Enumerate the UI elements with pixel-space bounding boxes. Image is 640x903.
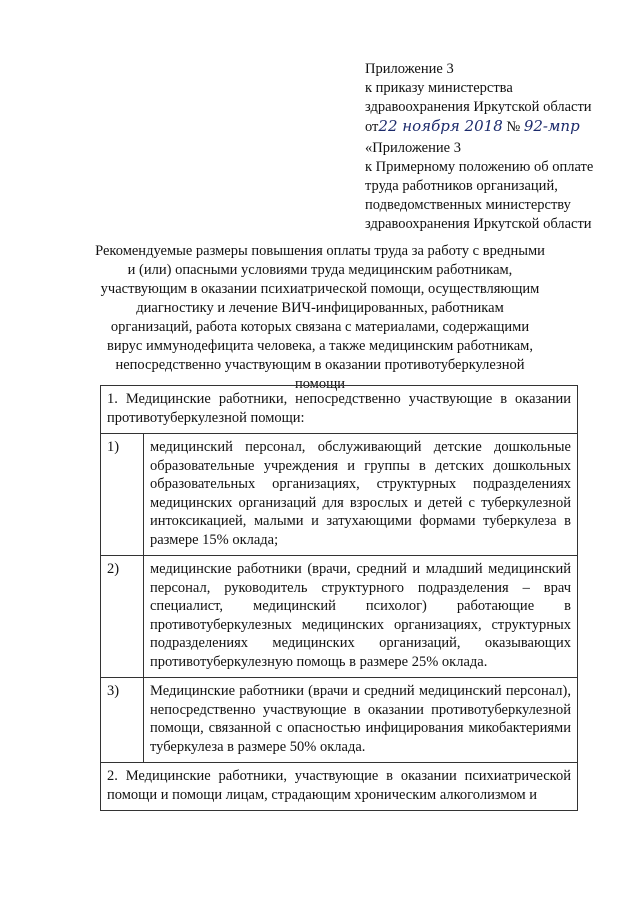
header-line-2: труда работников организаций, [365, 178, 558, 194]
ministry-line: здравоохранения Иркутской области [365, 99, 592, 115]
header-line-3: подведомственных министерству [365, 197, 571, 213]
row-number: 3) [101, 678, 144, 763]
table-row [101, 386, 578, 434]
table-row [101, 678, 578, 763]
order-date-number-line [365, 117, 615, 139]
table-row [101, 434, 578, 556]
to-order-line: к приказу министерства [365, 80, 513, 96]
appendix2-label: «Приложение 3 [365, 140, 461, 156]
rates-table [100, 385, 578, 811]
section-1-header: 1. Медицинские работники, непосредственно участвующие в оказании противотуберкулезной помощи: [101, 386, 578, 434]
appendix-label: Приложение 3 [365, 61, 454, 77]
row-text: медицинский персонал, обслуживающий детские дошкольные образовательные учреждения и группы в детских дошкольных образовательных организациях, структурных подразделениях медицинских организаций для взрослых и детей с туберкулезной интоксикацией, малыми и затухающими формами туберкулеза в размере 15% оклада; [144, 434, 578, 556]
number-label: № [506, 119, 521, 135]
document-title: Рекомендуемые размеры повышения оплаты труда за работу с вредными и (или) опасными условиями труда медицинским работникам, участвующим в оказании психиатрической помощи, осуществляющим диагностику и лечение ВИЧ-инфицированных, работникам организаций, работа которых связана с материалами, содержащими вирус иммунодефицита человека, а также медицинским работникам, непосредственно участвующим в оказании противотуберкулезной помощи [95, 243, 545, 392]
row-text: Медицинские работники (врачи и средний медицинский персонал), непосредственно участвующие в оказании противотуберкулезной помощи, связанной с опасностью инфицирования микобактериями туберкулеза в размере 50% оклада. [144, 678, 578, 763]
section-2-header: 2. Медицинские работники, участвующие в оказании психиатрической помощи и помощи лицам, страдающим хроническим алкоголизмом и [101, 763, 578, 811]
header-line-4: здравоохранения Иркутской области [365, 216, 592, 232]
handwritten-number: 92-мпр [523, 117, 580, 135]
handwritten-date: 22 ноября 2018 [378, 117, 503, 135]
row-number: 2) [101, 556, 144, 678]
table-row [101, 763, 578, 811]
row-number: 1) [101, 434, 144, 556]
row-text: медицинские работники (врачи, средний и младший медицинский персонал, руководитель структурного подразделения – врач специалист, медицинский психолог) работающие в противотуберкулезных медицинских организациях, структурных подразделениях медицинских организаций, оказывающих противотуберкулезную помощь в размере 25% оклада. [144, 556, 578, 678]
header-line-1: к Примерному положению об оплате [365, 159, 594, 175]
from-prefix: от [365, 119, 379, 135]
appendix-header [365, 60, 615, 234]
table-row [101, 556, 578, 678]
